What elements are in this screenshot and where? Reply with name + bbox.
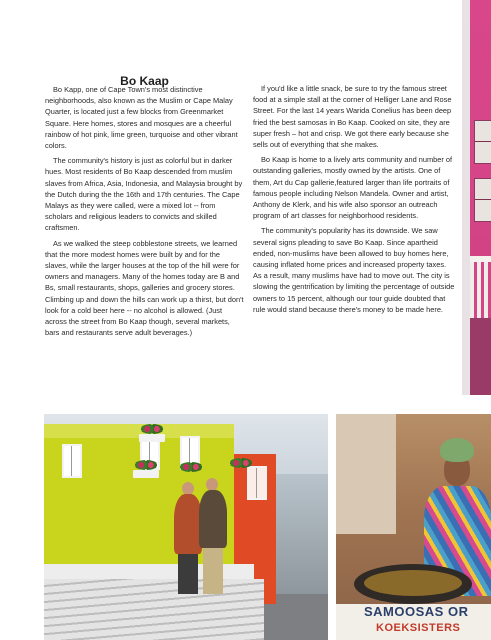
stall-wall <box>336 414 396 534</box>
left-column <box>45 84 244 342</box>
person-legs <box>178 554 198 594</box>
house-window <box>62 444 82 478</box>
article-title: Bo Kaap <box>120 74 169 89</box>
flower-box <box>134 460 158 470</box>
paragraph: The community's popularity has its downside. We saw several signs pleading to save Bo Kaap. Since apartheid ended, non-muslims have been allowed to buy homes here, causing inflated home prices and increased property taxes. As a result, many muslims have had to move out. The city is slowing the gentrification by limiting the percentage of outside owners to 15 percent, although our tour guide doubted that rule would stand because there's money to be made here. <box>253 226 455 314</box>
pink-house-photo <box>462 0 491 395</box>
house-edge <box>462 0 470 395</box>
vendor-photo <box>336 414 491 640</box>
sign-line-2: KOEKSISTERS <box>376 622 461 634</box>
paragraph: If you'd like a little snack, be sure to try the famous street food at a simple stall at the corner of Helliger Lane and Rose Street. For the last 14 years Warida Conelius has been deep fried the best samosas in Bo Kaap. Cooked on site, they are super fresh – hot and crisp. We got there early because she sells out of everything that she makes. <box>253 84 452 150</box>
frying-oil <box>364 570 462 596</box>
right-column <box>253 83 456 319</box>
person-man <box>199 490 227 548</box>
vendor-headscarf <box>440 438 474 462</box>
house-window <box>474 178 491 222</box>
balustrade <box>470 262 491 318</box>
paragraph: Bo Kapp, one of Cape Town's most distinctive neighborhoods, also known as the Muslim or Cape Malay Quarter, is located just a few blocks from Greenmarket Square. Here homes, stores and mosques are a cheerful rainbow of hot pink, lime green, turquoise and other vibrant colors. <box>45 85 238 151</box>
house-base <box>470 318 491 395</box>
flower-box <box>140 424 164 434</box>
house-window <box>474 120 491 164</box>
sign-line-1: SAMOOSAS OR <box>364 604 469 619</box>
paragraph: As we walked the steep cobblestone streets, we learned that the more modest homes were built by and for the slaves, while the larger houses at the top of the hill were for owners and managers. Many of the homes today are B and Bs, small restaurants, shops, galleries and grocery stores. Climbing up and down the hills can work up a thirst, but don't look for a cold beer here -- no alcohol is allowed. (Just across the street from Bo Kaap though, several markets, bars and restaurants serve adult beverages.) <box>45 238 244 338</box>
distant-houses <box>276 474 328 594</box>
person-woman <box>174 494 202 554</box>
flower-box <box>229 458 253 468</box>
planter <box>139 434 165 442</box>
stall-sign <box>336 604 491 640</box>
paragraph: The community's history is just as colorful but in darker hues. Most residents of Bo Kaap descended from muslim slaves from Africa, Asia, Indonesia, and Malaysia brought by the Dutch during the the 16th and 17th centuries. The Cape Malays as they were called, were a mixed lot -- from scholars and religious leaders to convicts and skilled craftsmen. <box>45 156 243 233</box>
paragraph: Bo Kaap is home to a lively arts community and number of outstanding galleries, mostly owned by the artists. One of them, Art du Cap gallerie,featured larger than life portraits of famous people including Nelson Mandela. Owner and artist, Anthony de Klerk, and his wife also sponsor an outreach program of art classes for neighborhood residents. <box>253 155 453 221</box>
person-legs <box>203 548 223 594</box>
flower-box <box>179 462 203 472</box>
cobblestone-steps <box>44 579 264 640</box>
planter <box>133 470 159 478</box>
house-window <box>247 466 267 500</box>
street-photo <box>44 414 328 640</box>
